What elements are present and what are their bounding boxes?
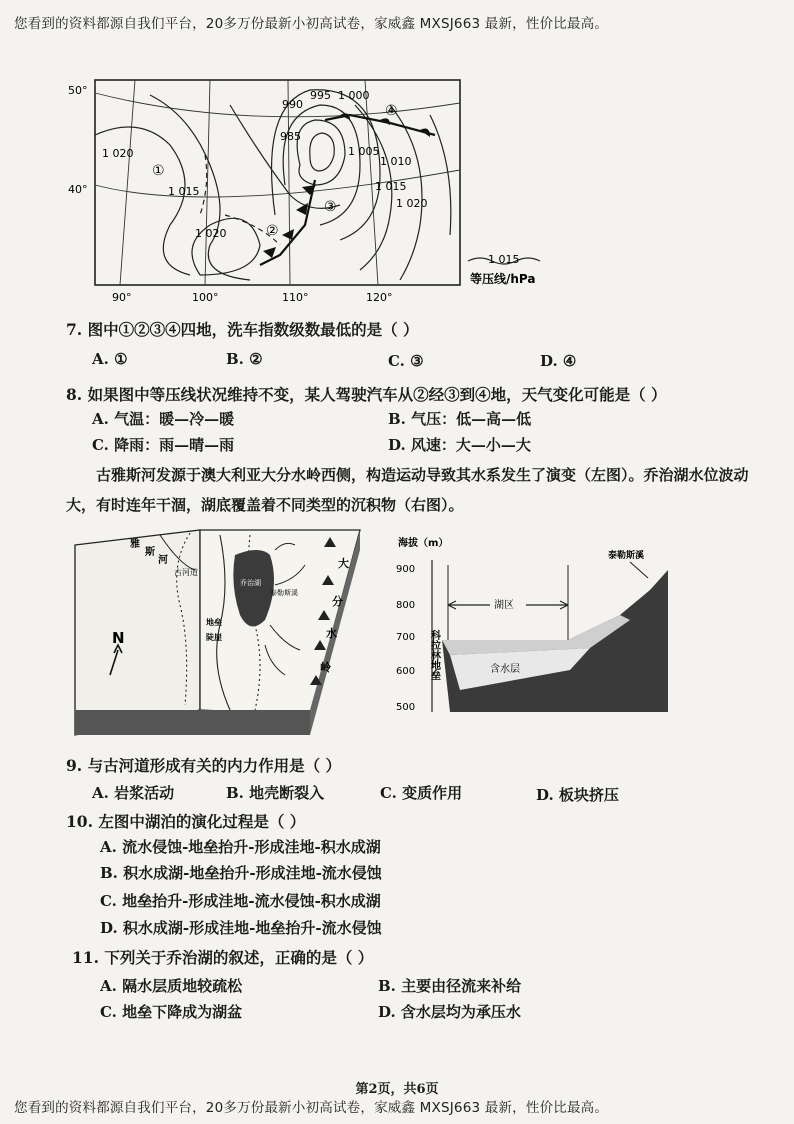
question-7-stem: 7. 图中①②③④四地，洗车指数级数最低的是（ ） — [66, 320, 419, 339]
q8-option-c[interactable]: C. 降雨：雨—晴—雨 — [92, 436, 235, 454]
legend-label: 等压线/hPa — [470, 272, 536, 286]
isobar-label: 1 020 — [396, 197, 428, 210]
y-tick: 800 — [396, 600, 416, 611]
isobar-label: 1 010 — [380, 155, 412, 168]
aquifer-label: 含水层 — [490, 664, 520, 675]
isobar-label: 1 005 — [348, 145, 380, 158]
q7-option-d[interactable]: D. ④ — [540, 352, 577, 370]
label-old-channel: 古河道 — [174, 568, 198, 577]
label-lake: 乔治湖 — [240, 579, 261, 587]
q11-option-c[interactable]: C. 地垒下降成为湖盆 — [100, 1003, 243, 1021]
label-ling: 岭 — [320, 661, 331, 674]
y-tick: 500 — [396, 702, 416, 713]
q9-option-a[interactable]: A. 岩浆活动 — [92, 784, 175, 802]
horst-label: 科拉林地垒 — [428, 630, 440, 680]
isobar-label: 1 015 — [375, 180, 407, 193]
q8-option-d[interactable]: D. 风速：大—小—大 — [388, 436, 531, 454]
lon-label: 110° — [282, 291, 309, 304]
q9-option-c[interactable]: C. 变质作用 — [380, 784, 463, 802]
question-11-stem: 11. 下列关于乔治湖的叙述，正确的是（ ） — [72, 948, 374, 967]
isobar-label: 995 — [310, 89, 331, 102]
label-shui: 水 — [326, 627, 337, 640]
lon-label: 90° — [112, 291, 132, 304]
y-tick: 900 — [396, 564, 416, 575]
lon-label: 120° — [366, 291, 393, 304]
block-diagram — [70, 525, 365, 740]
question-10-stem: 10. 左图中湖泊的演化过程是（ ） — [66, 812, 306, 831]
point-marker: ② — [266, 223, 279, 239]
point-marker: ④ — [385, 103, 398, 119]
lon-label: 100° — [192, 291, 219, 304]
q10-option-d[interactable]: D. 积水成湖-形成洼地-地垒抬升-流水侵蚀 — [100, 919, 382, 937]
y-tick: 600 — [396, 666, 416, 677]
q11-option-a[interactable]: A. 隔水层质地较疏松 — [100, 977, 243, 995]
isobar-label: 990 — [282, 98, 303, 111]
question-9-stem: 9. 与古河道形成有关的内力作用是（ ） — [66, 756, 341, 775]
label-si: 斯 — [145, 547, 155, 558]
label-fen: 分 — [332, 595, 343, 608]
q7-option-c[interactable]: C. ③ — [388, 352, 424, 370]
isobar-label: 1 000 — [338, 89, 370, 102]
q8-option-b[interactable]: B. 气压：低—高—低 — [388, 410, 532, 428]
bottom-watermark-banner: 您看到的资料都源自我们平台，20多万份最新小初高试卷，家威鑫 MXSJ663 最新，性价比最高。 — [14, 1100, 609, 1116]
q7-option-a[interactable]: A. ① — [92, 350, 128, 368]
y-tick: 700 — [396, 632, 416, 643]
label-horst: 地垒 — [206, 618, 222, 627]
point-marker: ① — [152, 163, 165, 179]
stream-label: 泰勒斯溪 — [608, 551, 645, 561]
lat-label: 40° — [68, 183, 88, 196]
isobar-map — [60, 75, 560, 310]
question-8-stem: 8. 如果图中等压线状况维持不变，某人驾驶汽车从②经③到④地，天气变化可能是（ ） — [66, 385, 667, 404]
label-stream: 泰勒斯溪 — [270, 589, 298, 597]
q9-option-b[interactable]: B. 地壳断裂入 — [226, 784, 325, 802]
label-he: 河 — [158, 555, 168, 566]
lake-profile-diagram — [390, 530, 680, 720]
legend-value: 1 015 — [488, 253, 520, 266]
label-da: 大 — [338, 557, 349, 570]
q10-option-a[interactable]: A. 流水侵蚀-地垒抬升-形成洼地-积水成湖 — [100, 838, 381, 856]
isobar-label: 1 020 — [195, 227, 227, 240]
lake-zone-label: 湖区 — [494, 600, 514, 611]
q10-option-b[interactable]: B. 积水成湖-地垒抬升-形成洼地-流水侵蚀 — [100, 864, 382, 882]
label-ya: 雅 — [130, 539, 140, 550]
q10-option-c[interactable]: C. 地垒抬升-形成洼地-流水侵蚀-积水成湖 — [100, 892, 381, 910]
q7-option-b[interactable]: B. ② — [226, 350, 263, 368]
q11-option-b[interactable]: B. 主要由径流来补给 — [378, 977, 522, 995]
lat-label: 50° — [68, 84, 88, 97]
q11-option-d[interactable]: D. 含水层均为承压水 — [378, 1003, 521, 1021]
isobar-label: 985 — [280, 130, 301, 143]
isobar-label: 1 015 — [168, 185, 200, 198]
reading-passage: 古雅斯河发源于澳大利亚大分水岭西侧，构造运动导致其水系发生了演变（左图）。乔治湖水位波动大，有时连年干涸，湖底覆盖着不同类型的沉积物（右图）。 — [66, 466, 749, 514]
top-watermark-banner: 您看到的资料都源自我们平台，20多万份最新小初高试卷，家威鑫 MXSJ663 最新，性价比最高。 — [14, 16, 609, 32]
page-number: 第2页，共6页 — [355, 1082, 439, 1097]
y-axis-title: 海拔（m） — [398, 538, 449, 549]
q9-option-d[interactable]: D. 板块挤压 — [536, 786, 619, 804]
label-cliff: 陡崖 — [206, 633, 222, 642]
point-marker: ③ — [324, 199, 337, 215]
north-label: N — [112, 629, 125, 647]
isobar-label: 1 020 — [102, 147, 134, 160]
q8-option-a[interactable]: A. 气温：暖—冷—暖 — [92, 410, 235, 428]
